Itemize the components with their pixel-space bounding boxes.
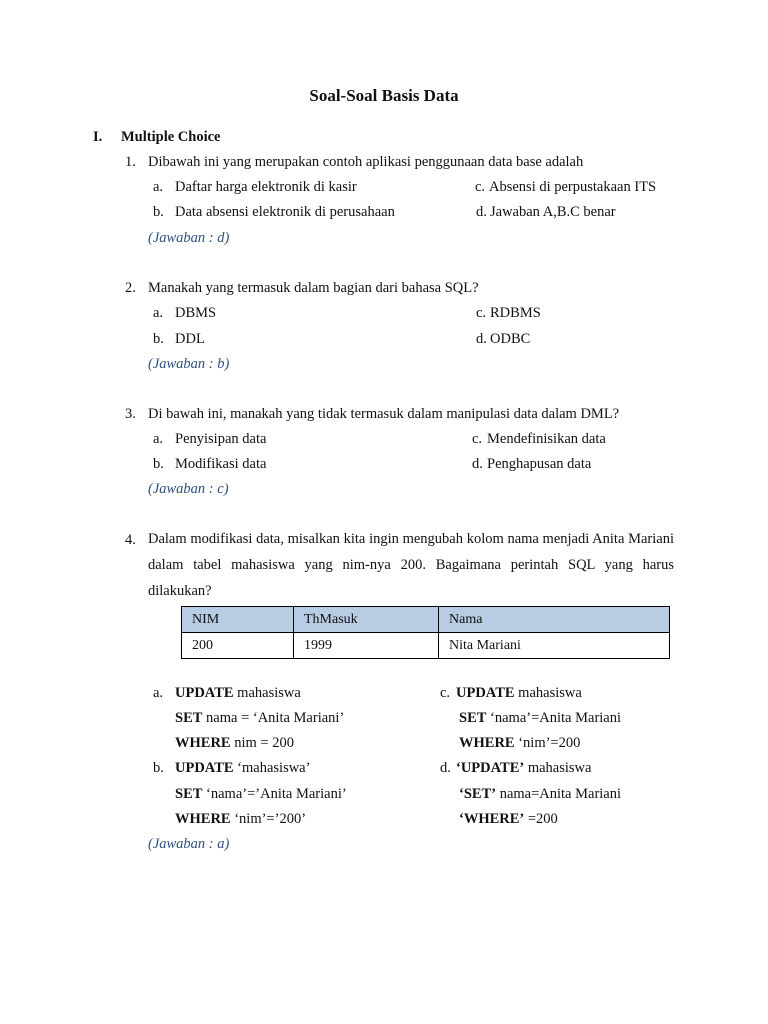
sql-rest: nama = ‘Anita Mariani’ bbox=[202, 710, 345, 726]
sql-rest: ‘nim’=200 bbox=[514, 735, 581, 751]
question-text: Di bawah ini, manakah yang tidak termasuk dalam manipulasi data dalam DML? bbox=[148, 406, 620, 422]
sql-keyword: SET bbox=[175, 710, 203, 726]
option-letter: b. bbox=[153, 760, 164, 776]
sql-keyword: ‘SET’ bbox=[459, 786, 497, 802]
table-cell: Nita Mariani bbox=[439, 633, 670, 659]
sql-line bbox=[459, 811, 558, 828]
sql-line bbox=[459, 710, 621, 727]
option-text: Mendefinisikan data bbox=[487, 431, 606, 447]
section-number: I. bbox=[93, 129, 103, 145]
sql-line bbox=[175, 760, 310, 777]
sql-line bbox=[175, 735, 294, 752]
question-number: 1. bbox=[125, 154, 136, 170]
question-number: 2. bbox=[125, 280, 136, 296]
sql-keyword: ‘WHERE’ bbox=[459, 811, 525, 827]
option-text: RDBMS bbox=[490, 305, 541, 321]
option-letter: c. bbox=[475, 179, 486, 195]
option-letter: d. bbox=[472, 456, 483, 472]
option-letter: c. bbox=[440, 685, 451, 701]
sql-rest: ‘nim’=’200’ bbox=[230, 811, 307, 827]
option-letter: a. bbox=[153, 179, 164, 195]
option-letter: d. bbox=[440, 760, 451, 776]
option-text: ODBC bbox=[490, 331, 531, 347]
table-cell: 1999 bbox=[294, 633, 439, 659]
sql-keyword: ‘UPDATE’ bbox=[456, 760, 525, 776]
sql-keyword: WHERE bbox=[175, 811, 231, 827]
sql-keyword: WHERE bbox=[175, 735, 231, 751]
table-header-cell: ThMasuk bbox=[294, 607, 439, 633]
option-text: Modifikasi data bbox=[175, 456, 267, 472]
option-letter: a. bbox=[153, 305, 164, 321]
sql-rest: ‘nama’=’Anita Mariani’ bbox=[202, 786, 347, 802]
table-header-row bbox=[182, 607, 670, 633]
table-cell: 200 bbox=[182, 633, 294, 659]
option-letter: c. bbox=[476, 305, 487, 321]
sql-line bbox=[459, 735, 580, 752]
option-text: DDL bbox=[175, 331, 205, 347]
option-text: DBMS bbox=[175, 305, 217, 321]
option-text: Data absensi elektronik di perusahaan bbox=[175, 204, 395, 220]
sql-keyword: UPDATE bbox=[175, 760, 234, 776]
option-letter: b. bbox=[153, 204, 164, 220]
sql-keyword: SET bbox=[459, 710, 487, 726]
table-header-cell: NIM bbox=[182, 607, 294, 633]
sql-keyword: WHERE bbox=[459, 735, 515, 751]
sql-rest: ‘nama’=Anita Mariani bbox=[486, 710, 622, 726]
option-text: Penghapusan data bbox=[487, 456, 592, 472]
sql-line bbox=[175, 786, 347, 803]
sql-line bbox=[175, 710, 344, 727]
table-header-cell: Nama bbox=[439, 607, 670, 633]
sql-keyword: SET bbox=[175, 786, 203, 802]
page-title: Soal-Soal Basis Data bbox=[309, 86, 459, 105]
option-letter: c. bbox=[472, 431, 483, 447]
sql-rest: nim = 200 bbox=[230, 735, 294, 751]
sql-line bbox=[456, 685, 582, 702]
sql-rest: mahasiswa bbox=[233, 685, 301, 701]
option-text: Jawaban A,B.C benar bbox=[490, 204, 616, 220]
option-letter: a. bbox=[153, 431, 164, 447]
answer-text: (Jawaban : a) bbox=[148, 836, 230, 852]
option-letter: b. bbox=[153, 456, 164, 472]
option-text: Penyisipan data bbox=[175, 431, 267, 447]
sql-line bbox=[456, 760, 591, 777]
answer-text: (Jawaban : b) bbox=[148, 356, 230, 372]
option-letter: b. bbox=[153, 331, 164, 347]
sql-line bbox=[175, 811, 306, 828]
sql-keyword: UPDATE bbox=[175, 685, 234, 701]
answer-text: (Jawaban : d) bbox=[148, 230, 230, 246]
sql-line bbox=[175, 685, 301, 702]
option-letter: a. bbox=[153, 685, 164, 701]
question-text: Dibawah ini yang merupakan contoh aplikasi penggunaan data base adalah bbox=[148, 154, 584, 170]
sql-rest: =200 bbox=[524, 811, 558, 827]
section-label: Multiple Choice bbox=[121, 129, 221, 145]
sql-rest: mahasiswa bbox=[524, 760, 592, 776]
sql-rest: mahasiswa bbox=[514, 685, 582, 701]
question-number: 3. bbox=[125, 406, 136, 422]
option-letter: d. bbox=[476, 331, 487, 347]
sql-keyword: UPDATE bbox=[456, 685, 515, 701]
question-number: 4. bbox=[125, 532, 136, 548]
option-text: Absensi di perpustakaan ITS bbox=[489, 179, 657, 195]
sql-rest: nama=Anita Mariani bbox=[496, 786, 622, 802]
option-text: Daftar harga elektronik di kasir bbox=[175, 179, 357, 195]
answer-text: (Jawaban : c) bbox=[148, 481, 229, 497]
option-letter: d. bbox=[476, 204, 487, 220]
mahasiswa-table bbox=[181, 606, 670, 659]
question-text: Manakah yang termasuk dalam bagian dari bahasa SQL? bbox=[148, 280, 479, 296]
question-text: Dalam modifikasi data, misalkan kita ingin mengubah kolom nama menjadi Anita Mariani dalam tabel mahasiswa yang nim-nya 200. Bagaimana perintah SQL yang harus dilakukan? bbox=[148, 531, 674, 599]
table-row bbox=[182, 633, 670, 659]
sql-rest: ‘mahasiswa’ bbox=[233, 760, 311, 776]
sql-line bbox=[459, 786, 621, 803]
